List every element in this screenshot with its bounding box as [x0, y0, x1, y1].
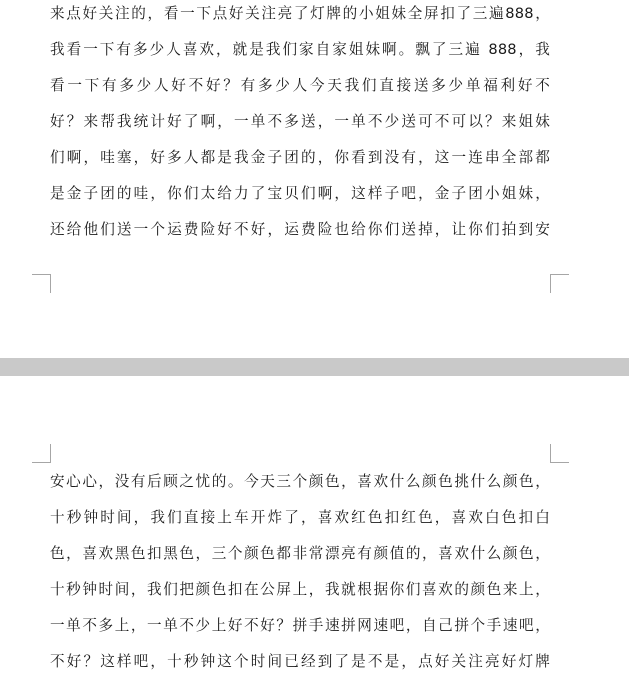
- page-2-line-1: 安心心，没有后顾之忧的。今天三个颜色，喜欢什么颜色挑什么颜色，: [50, 473, 550, 490]
- margin-mark-bottom-right: [550, 274, 569, 293]
- page-2-line-4: 十秒钟时间，我们把颜色扣在公屏上，我就根据你们喜欢的颜色来上，: [50, 581, 550, 598]
- page-1-text[interactable]: [50, 0, 550, 248]
- margin-mark-top-left: [32, 444, 51, 463]
- margin-mark-top-right: [550, 444, 569, 463]
- page-1-line-2: 我看一下有多少人喜欢，就是我们家自家姐妹啊。飘了三遍 888，我: [50, 41, 550, 58]
- page-2-line-5: 一单不多上，一单不少上好不好？拼手速拼网速吧，自己拼个手速吧，: [50, 617, 550, 634]
- page-1-line-5: 们啊，哇塞，好多人都是我金子团的，你看到没有，这一连串全部都: [50, 149, 550, 166]
- page-1-line-6: 是金子团的哇，你们太给力了宝贝们啊，这样子吧，金子团小姐妹，: [50, 185, 550, 202]
- page-2-line-2: 十秒钟时间，我们直接上车开炸了，喜欢红色扣红色，喜欢白色扣白: [50, 509, 550, 526]
- margin-mark-bottom-left: [32, 274, 51, 293]
- page-1-line-4: 好？来帮我统计好了啊，一单不多送，一单不少送可不可以？来姐妹: [50, 113, 550, 130]
- page-2-line-6: 不好？这样吧，十秒钟这个时间已经到了是不是，点好关注亮好灯牌: [50, 653, 550, 670]
- page-1-line-3: 看一下有多少人好不好？有多少人今天我们直接送多少单福利好不: [50, 77, 550, 94]
- page-separator: [0, 358, 629, 376]
- page-1-line-1: 来点好关注的，看一下点好关注亮了灯牌的小姐妹全屏扣了三遍888，: [50, 5, 550, 22]
- page-2-line-3: 色，喜欢黑色扣黑色，三个颜色都非常漂亮有颜值的，喜欢什么颜色，: [50, 545, 550, 562]
- document-page-2[interactable]: [0, 376, 629, 684]
- page-2-text[interactable]: [50, 464, 550, 680]
- page-1-line-7: 还给他们送一个运费险好不好，运费险也给你们送掉，让你们拍到安: [50, 221, 550, 238]
